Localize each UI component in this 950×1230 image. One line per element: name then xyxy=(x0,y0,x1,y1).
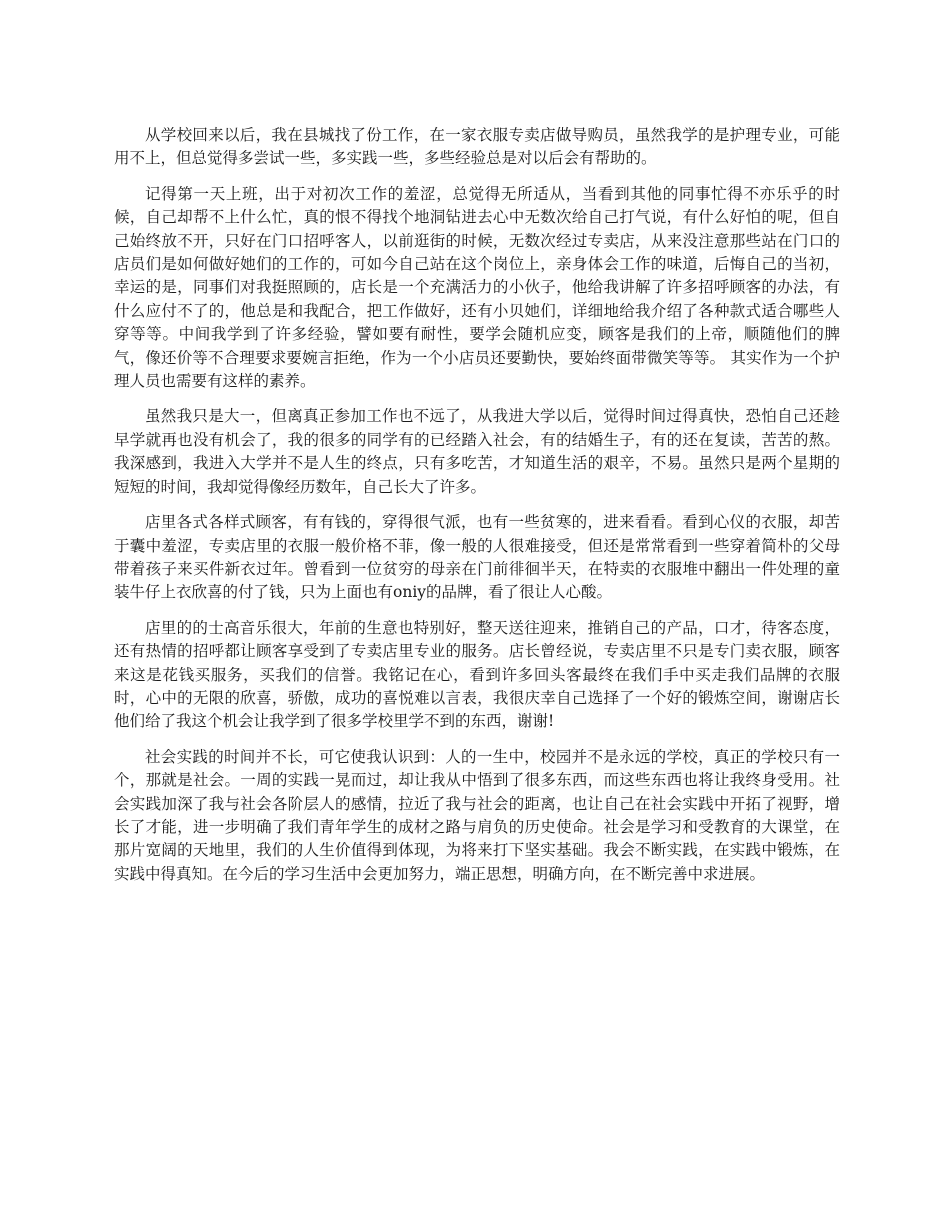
paragraph-6: 社会实践的时间并不长，可它使我认识到：人的一生中，校园并不是永远的学校，真正的学校只有一个，那就是社会。一周的实践一晃而过，却让我从中悟到了很多东西，而这些东西也将让我终身受用。社会实践加深了我与社会各阶层人的感情，拉近了我与社会的距离，也让自己在社会实践中开拓了视野，增长了才能，进一步明确了我们青年学生的成材之路与肩负的历史使命。社会是学习和受教育的大课堂，在那片宽阔的天地里，我们的人生价值得到体现，为将来打下坚实基础。我会不断实践，在实践中锻炼，在实践中得真知。在今后的学习生活中会更加努力，端正思想，明确方向，在不断完善中求进展。 xyxy=(114,747,840,883)
document-body xyxy=(114,124,840,898)
paragraph-2: 记得第一天上班，出于对初次工作的羞涩，总觉得无所适从，当看到其他的同事忙得不亦乐乎的时候，自己却帮不上什么忙，真的恨不得找个地洞钻进去心中无数次给自己打气说，有什么好怕的呢，但自己始终放不开，只好在门口招呼客人，以前逛街的时候，无数次经过专卖店，从来没注意那些站在门口的店员们是如何做好她们的工作的，可如今自己站在这个岗位上，亲身体会工作的味道，后悔自己的当初，幸运的是，同事们对我挺照顾的，店长是一个充满活力的小伙子，他给我讲解了许多招呼顾客的办法，有什么应付不了的，他总是和我配合，把工作做好，还有小贝她们，详细地给我介绍了各种款式适合哪些人穿等等。中间我学到了许多经验，譬如要有耐性，要学会随机应变，顾客是我们的上帝，顺随他们的脾气，像还价等不合理要求要婉言拒绝，作为一个小店员还要勤快，要始终面带微笑等等。 其实作为一个护理人员也需要有这样的素养。 xyxy=(114,184,840,391)
paragraph-1: 从学校回来以后，我在县城找了份工作，在一家衣服专卖店做导购员，虽然我学的是护理专业，可能用不上，但总觉得多尝试一些，多实践一些，多些经验总是对以后会有帮助的。 xyxy=(114,126,840,168)
paragraph-4: 店里各式各样式顾客，有有钱的，穿得很气派，也有一些贫寒的，进来看看。看到心仪的衣服，却苦于囊中羞涩，专卖店里的衣服一般价格不菲，像一般的人很难接受，但还是常常看到一些穿着简朴的父母带着孩子来买件新衣过年。曾看到一位贫穷的母亲在门前徘徊半天，在特卖的衣服堆中翻出一件处理的童装牛仔上衣欣喜的付了钱，只为上面也有oniy的品牌，看了很让人心酸。 xyxy=(114,513,840,602)
paragraph-5: 店里的的士高音乐很大，年前的生意也特别好，整天送往迎来，推销自己的产品，口才，待客态度，还有热情的招呼都让顾客享受到了专卖店里专业的服务。店长曾经说，专卖店里不只是专门卖衣服，顾客来这是花钱买服务，买我们的信誉。我铭记在心，看到许多回头客最终在我们手中买走我们品牌的衣服时，心中的无限的欣喜，骄傲，成功的喜悦难以言表，我很庆幸自己选择了一个好的锻炼空间，谢谢店长他们给了我这个机会让我学到了很多学校里学不到的东西，谢谢! xyxy=(114,618,840,731)
paragraph-3: 虽然我只是大一，但离真正参加工作也不远了，从我进大学以后，觉得时间过得真快，恐怕自己还趁早学就再也没有机会了，我的很多的同学有的已经踏入社会，有的结婚生子，有的还在复读，苦苦的熬。我深感到，我进入大学并不是人生的终点，只有多吃苦，才知道生活的艰辛，不易。虽然只是两个星期的短短的时间，我却觉得像经历数年，自己长大了许多。 xyxy=(114,407,840,496)
